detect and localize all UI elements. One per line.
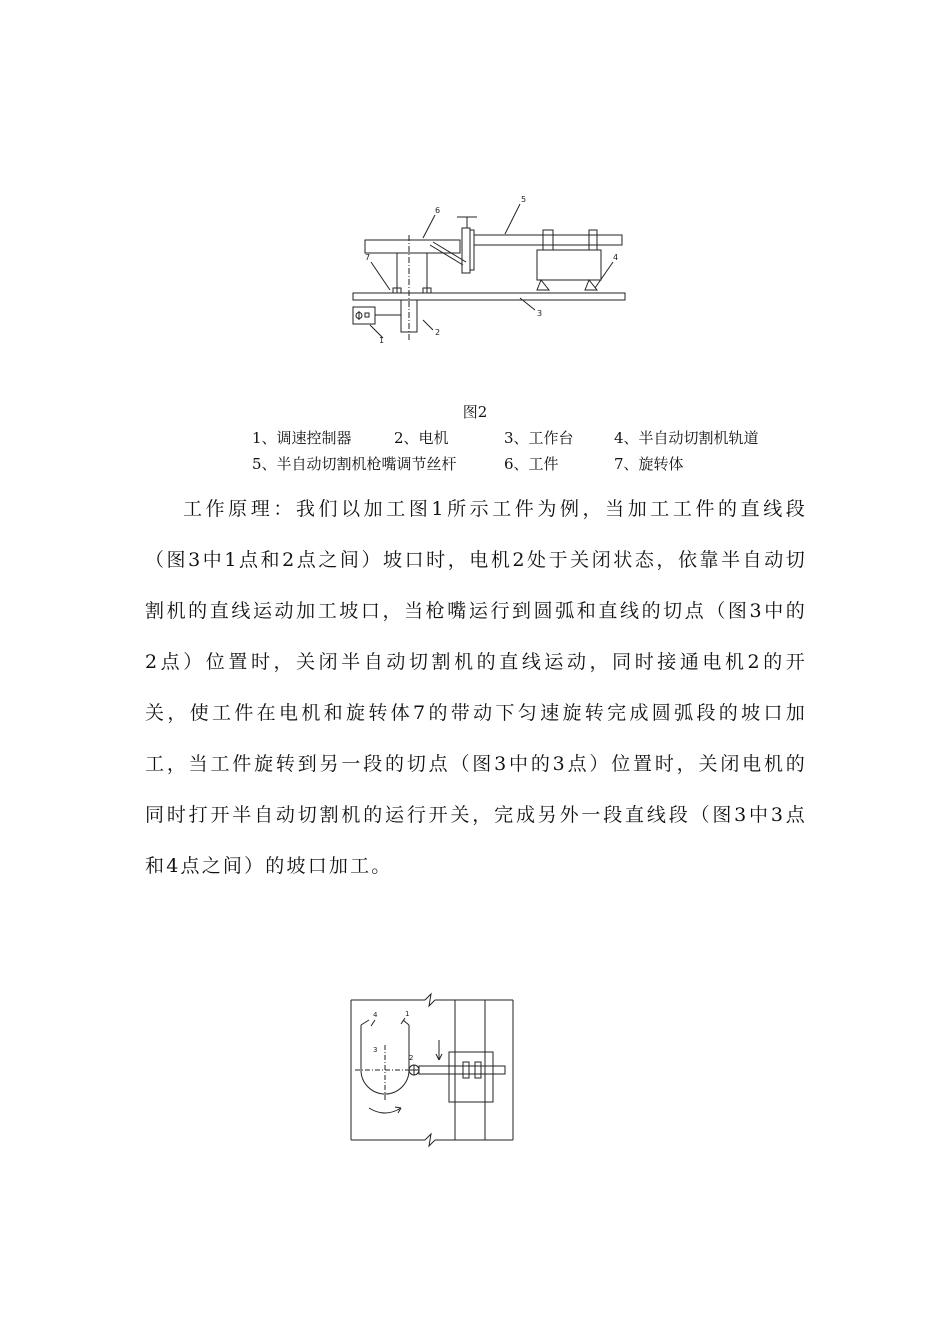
callout-6: 6 [435, 206, 441, 215]
callout-5: 5 [521, 195, 527, 204]
callout-4: 4 [613, 253, 619, 262]
workpiece-plate [365, 240, 460, 253]
figure-3-diagram [345, 990, 515, 1150]
figure-2-legend-row-2 [252, 453, 684, 474]
cutting-machine [537, 250, 601, 280]
callout-3: 3 [537, 309, 543, 318]
working-principle-paragraph: 工作原理：我们以加工图1所示工件为例，当加工工件的直线段（图3中1点和2点之间）坡口时，电机2处于关闭状态，依靠半自动切割机的直线运动加工坡口，当枪嘴运行到圆弧和直线的切点（图3中的2点）位置时，关闭半自动切割机的直线运动，同时接通电机2的开关，使工件在电机和旋转体7的带动下匀速旋转完成圆弧段的坡口加工，当工件旋转到另一段的切点（图3中的3点）位置时，关闭电机的同时打开半自动切割机的运行开关，完成另外一段直线段（图3中3点和4点之间）的坡口加工。 [145, 498, 807, 877]
callout-7: 7 [365, 253, 371, 262]
legend-item: 4、半自动切割机轨道 [614, 429, 759, 447]
figure-2-legend-row-1 [252, 427, 759, 448]
callout-4: 4 [373, 1011, 378, 1019]
legend-item: 1、调速控制器 [252, 429, 352, 447]
workbench [353, 293, 625, 300]
rotating-body [397, 253, 427, 293]
callout-1: 1 [405, 1010, 410, 1018]
figure-2-diagram [345, 190, 635, 350]
callout-1: 1 [379, 336, 385, 345]
legend-item: 7、旋转体 [614, 455, 684, 473]
legend-item: 5、半自动切割机枪嘴调节丝杆 [252, 455, 457, 473]
callout-2: 2 [435, 328, 441, 337]
legend-item: 3、工作台 [504, 429, 574, 447]
callout-2: 2 [409, 1054, 414, 1062]
legend-item: 6、工件 [504, 455, 559, 473]
figure-2-caption: 图2 [462, 403, 488, 421]
callout-3: 3 [373, 1046, 378, 1054]
legend-item: 2、电机 [394, 429, 449, 447]
lead-screw [474, 235, 622, 245]
